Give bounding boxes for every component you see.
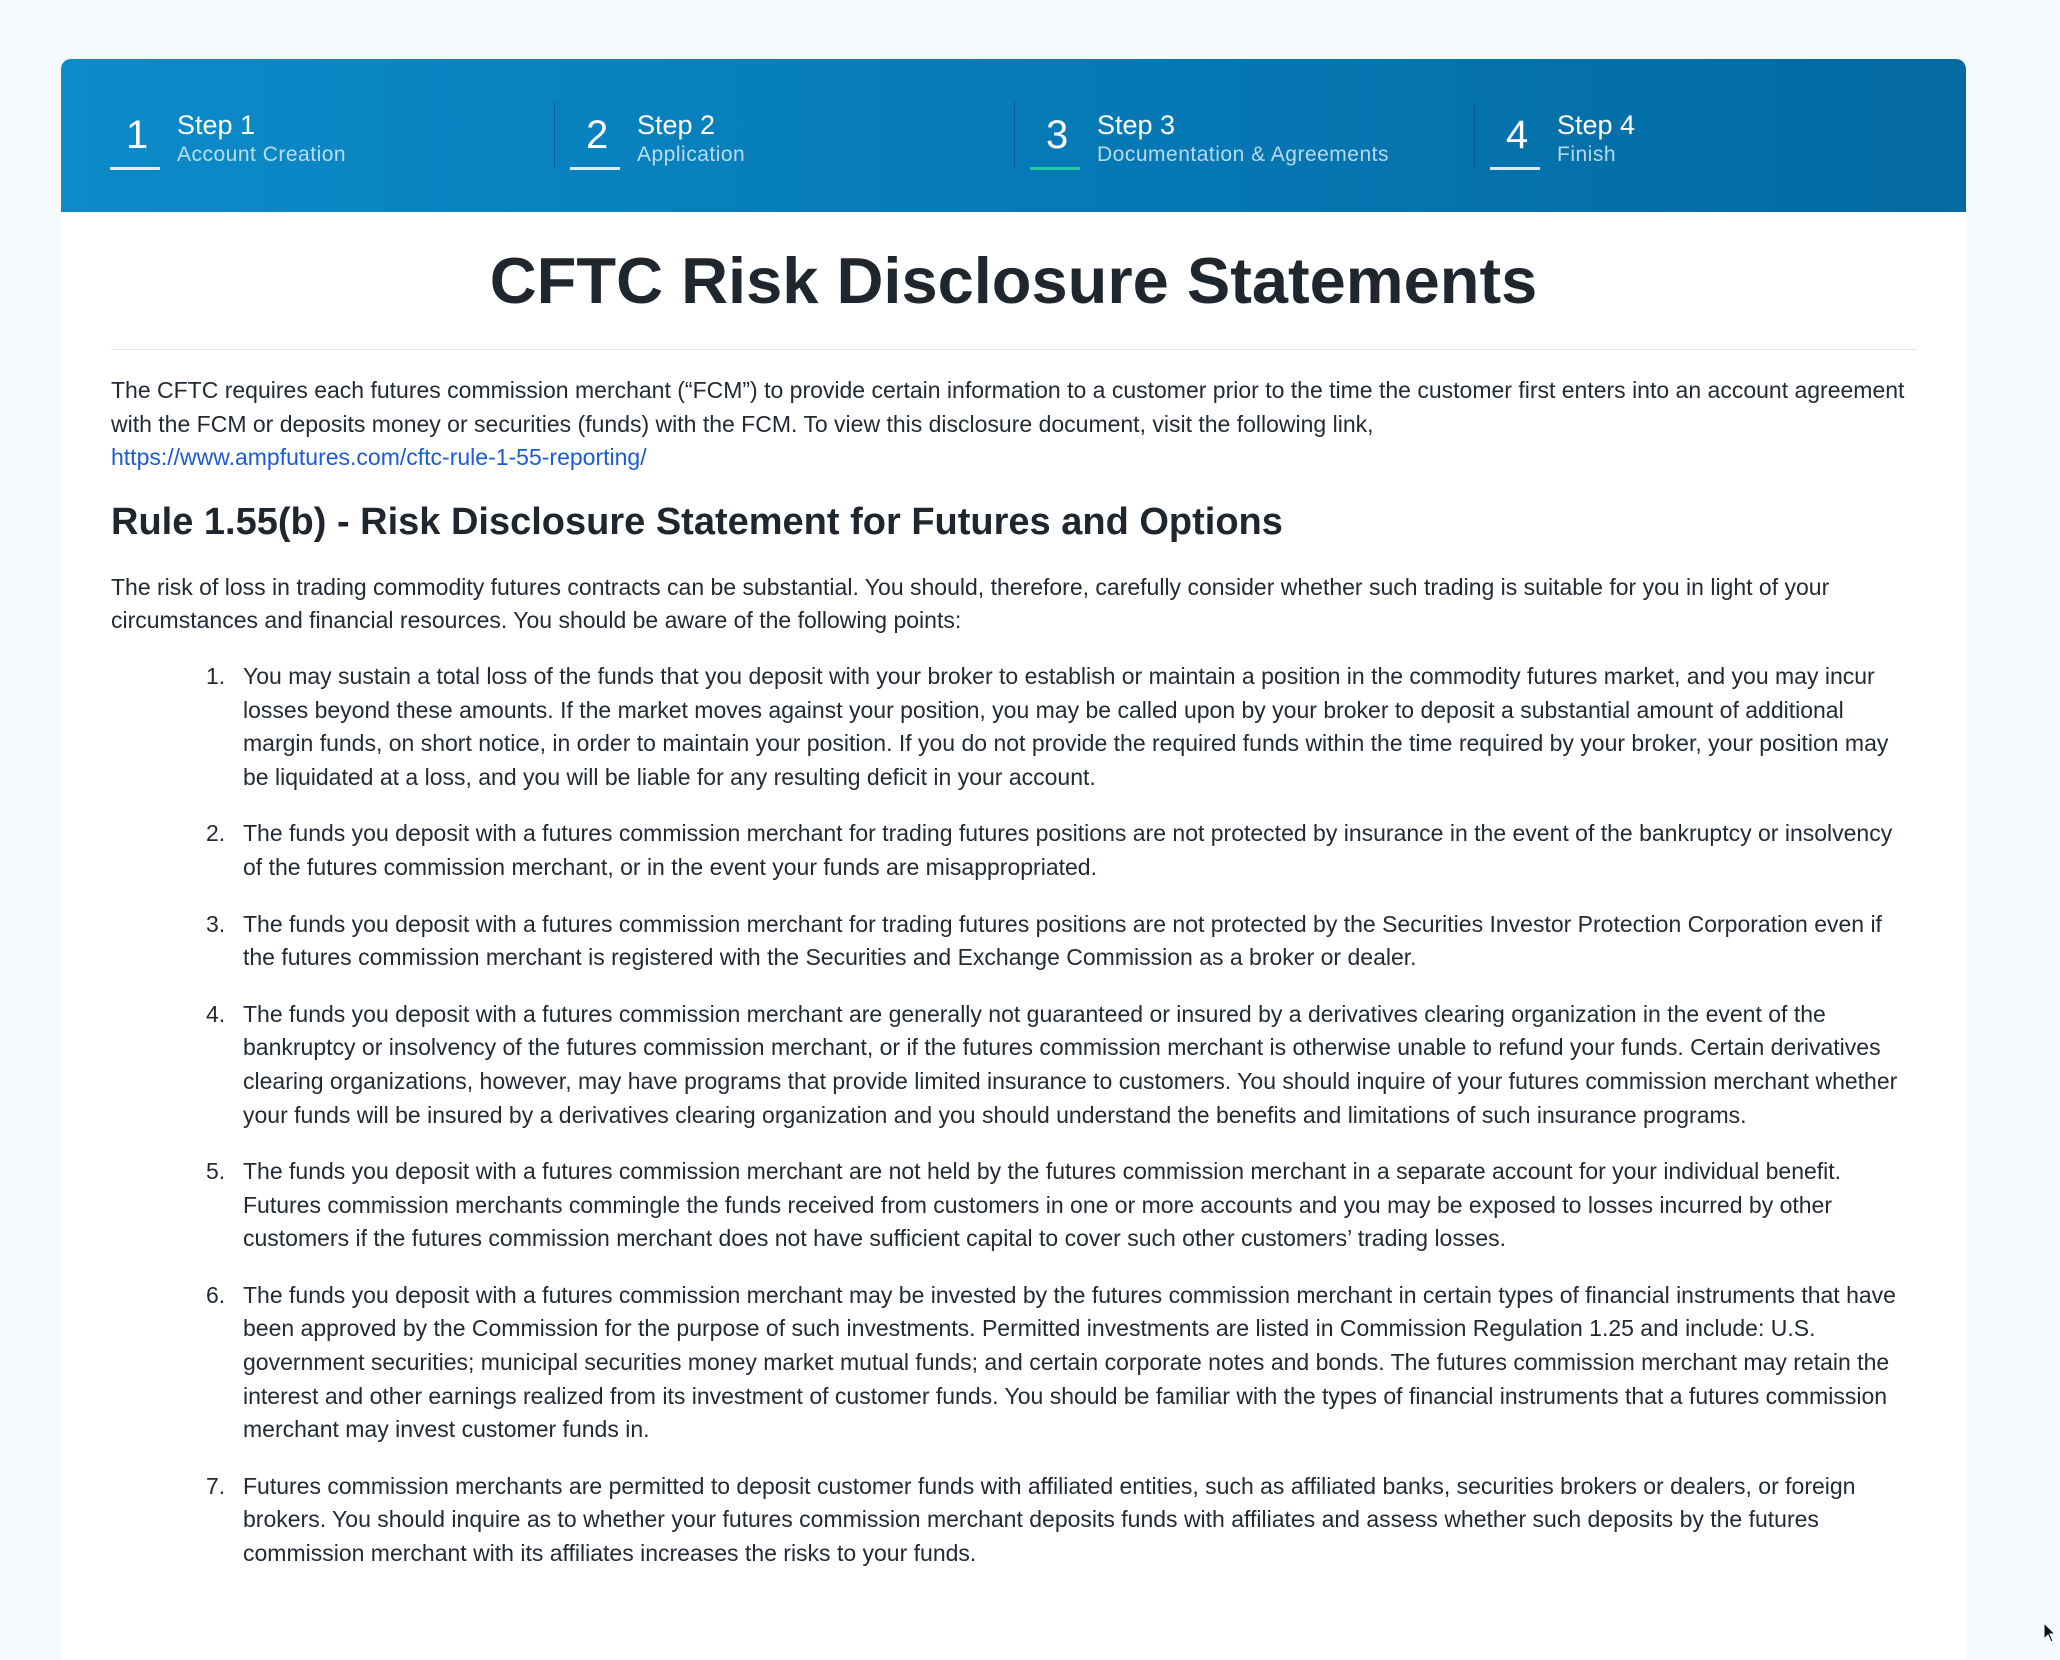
list-item xyxy=(206,1155,1916,1256)
step-title: Step 4 xyxy=(1557,110,1636,140)
list-item-number: 4. xyxy=(206,1000,226,1027)
list-item xyxy=(206,660,1916,794)
section-heading: Rule 1.55(b) - Risk Disclosure Statement for Futures and Options xyxy=(111,500,1283,543)
step-number: 1 xyxy=(126,113,149,157)
step-title: Step 2 xyxy=(637,110,716,140)
step-underline xyxy=(110,167,160,170)
disclosure-link[interactable]: https://www.ampfutures.com/cftc-rule-1-55-reporting/ xyxy=(111,444,647,471)
list-item xyxy=(206,817,1916,884)
risk-list xyxy=(111,660,1916,1571)
list-item xyxy=(206,1279,1916,1447)
list-item xyxy=(206,1470,1916,1571)
step-number: 4 xyxy=(1506,113,1529,157)
step-number: 3 xyxy=(1046,113,1069,157)
list-item-number: 2. xyxy=(206,820,226,847)
intro-paragraph xyxy=(111,374,1916,475)
section-lead: The risk of loss in trading commodity futures contracts can be substantial. You should, therefore, carefully consider whether such trading is suitable for you in light of your circumstances and financial resources. You should be aware of the following points: xyxy=(111,573,1830,634)
list-item-text: The funds you deposit with a futures commission merchant are generally not guaranteed or insured by a derivatives clearing organization in the event of the bankruptcy or insolvency of the futures commission merchant, or if the futures commission merchant is otherwise unable to refund your funds. Certain derivatives clearing organizations, however, may have programs that provide limited insurance to customers. You should inquire of your futures commission merchant whether your funds will be insured by a derivatives clearing organization and you should understand the benefits and limitations of such insurance programs. xyxy=(243,1000,1898,1128)
step-subtitle: Documentation & Agreements xyxy=(1097,143,1389,166)
list-item-number: 7. xyxy=(206,1472,226,1499)
step-1[interactable] xyxy=(110,59,570,212)
list-item-text: The funds you deposit with a futures commission merchant for trading futures positions are not protected by insurance in the event of the bankruptcy or insolvency of the futures commission merchant, or in the event your funds are misappropriated. xyxy=(243,820,1893,880)
disclosure-content[interactable] xyxy=(61,241,1966,1571)
intro-text: The CFTC requires each futures commission merchant (“FCM”) to provide certain information to a customer prior to the time the customer first enters into an account agreement with the FCM or deposits money or securities (funds) with the FCM. To view this disclosure document, visit the following link, xyxy=(111,377,1905,437)
list-item xyxy=(206,998,1916,1132)
step-subtitle: Application xyxy=(637,143,746,166)
list-item-number: 6. xyxy=(206,1281,226,1308)
step-2[interactable] xyxy=(570,59,1030,212)
step-underline xyxy=(1490,167,1540,170)
list-item-text: The funds you deposit with a futures commission merchant may be invested by the futures commission merchant in certain types of financial instruments that have been approved by the Commission for the purpose of such investments. Permitted investments are listed in Commission Regulation 1.25 and include: U.S. government securities; municipal securities money market mutual funds; and certain corporate notes and bonds. The futures commission merchant may retain the interest and other earnings realized from its investment of customer funds. You should be familiar with the types of financial instruments that a futures commission merchant may invest customer funds in. xyxy=(243,1281,1896,1443)
list-item-text: The funds you deposit with a futures commission merchant are not held by the futures commission merchant in a separate account for your individual benefit. Futures commission merchants commingle the funds received from customers in one or more accounts and you may be exposed to losses incurred by other customers if the futures commission merchant does not have sufficient capital to cover such other customers’ trading losses. xyxy=(243,1158,1842,1252)
step-underline xyxy=(570,167,620,170)
list-item-number: 1. xyxy=(206,662,226,689)
step-title: Step 3 xyxy=(1097,110,1176,140)
step-3[interactable] xyxy=(1030,59,1490,212)
list-item-number: 3. xyxy=(206,910,226,937)
list-item-text: You may sustain a total loss of the funds that you deposit with your broker to establish or maintain a position in the commodity futures market, and you may incur losses beyond these amounts. If the market moves against your position, you may be called upon by your broker to deposit a substantial amount of additional margin funds, on short notice, in order to maintain your position. If you do not provide the required funds within the time required by your broker, your position may be liquidated at a loss, and you will be liable for any resulting deficit in your account. xyxy=(243,662,1889,790)
mouse-pointer-icon xyxy=(2043,1622,2057,1644)
current-step-underline xyxy=(1030,167,1080,170)
list-item-text: Futures commission merchants are permitted to deposit customer funds with affiliated entities, such as affiliated banks, securities brokers or dealers, or foreign brokers. You should inquire as to whether your futures commission merchant deposits funds with affiliates and assess whether such deposits by the futures commission merchant with its affiliates increases the risks to your funds. xyxy=(243,1472,1856,1567)
step-number: 2 xyxy=(586,113,609,157)
step-subtitle: Account Creation xyxy=(177,143,347,166)
list-item-text: The funds you deposit with a futures commission merchant for trading futures positions are not protected by the Securities Investor Protection Corporation even if the futures commission merchant is registered with the Securities and Exchange Commission as a broker or dealer. xyxy=(243,910,1882,971)
step-subtitle: Finish xyxy=(1557,143,1617,166)
step-title: Step 1 xyxy=(177,110,256,140)
step-4[interactable] xyxy=(1490,59,1950,212)
list-item xyxy=(206,908,1916,975)
page-title: CFTC Risk Disclosure Statements xyxy=(111,241,1916,350)
list-item-number: 5. xyxy=(206,1158,226,1185)
progress-stepper xyxy=(61,59,1966,212)
page-card xyxy=(61,59,1966,1660)
